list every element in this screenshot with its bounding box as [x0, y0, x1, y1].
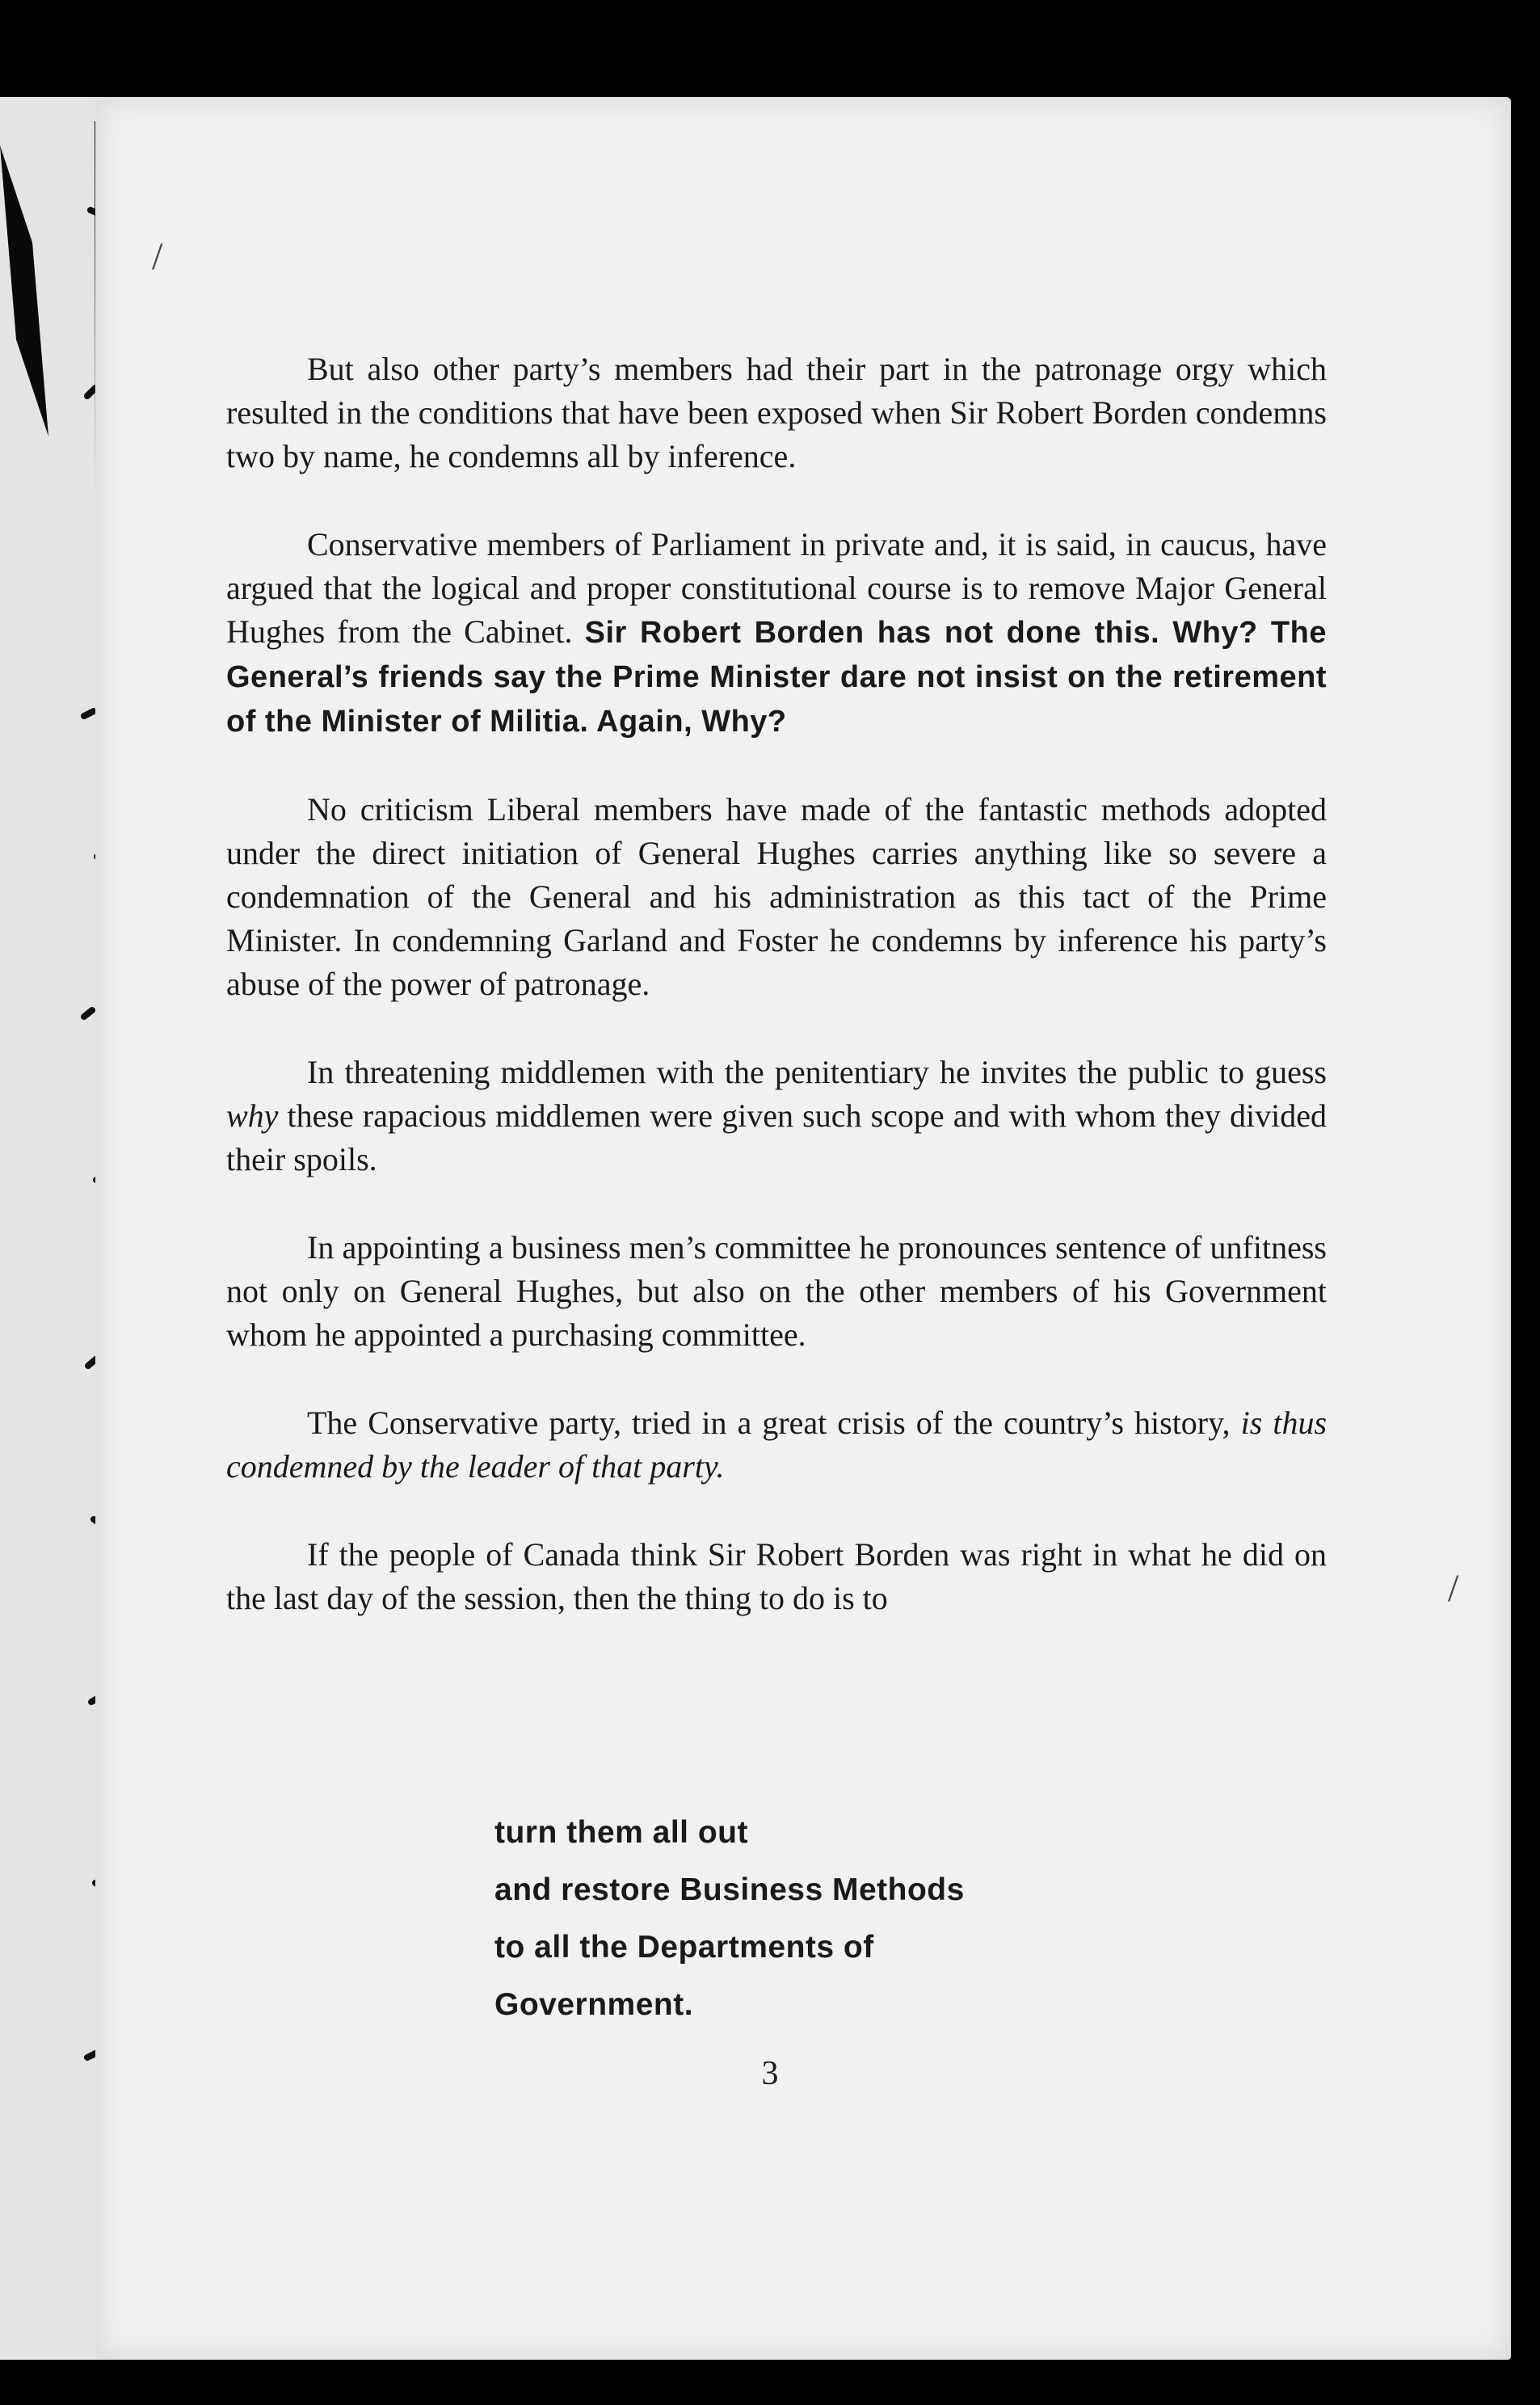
closing-line: to all the Departments of — [494, 1930, 874, 1965]
text-run: these rapacious middlemen were given such scope and with whom they divided their spoils. — [226, 1097, 1327, 1177]
text-run: The Conservative party, tried in a great crisis of the country’s history, — [307, 1405, 1241, 1441]
closing-line: Government. — [494, 1987, 694, 2022]
paragraph — [226, 1051, 1327, 1181]
closing-line: turn them all out — [494, 1815, 748, 1850]
bold-text-run: Sir Robert Borden has not done this. Why? The General’s friends say the Prime Minister dare not insist on the retirement of the Minister of Militia. Again, Why? — [226, 616, 1327, 739]
paragraph — [226, 347, 1327, 478]
italic-text-run: is thus condemned by the leader of that party. — [226, 1405, 1328, 1485]
closing-statement — [494, 1804, 965, 2033]
stray-mark: / — [152, 235, 163, 278]
page-number: 3 — [761, 2055, 779, 2092]
paragraph — [226, 1226, 1327, 1357]
text-run: In threatening middlemen with the penitentiary he invites the public to guess — [307, 1054, 1327, 1090]
paragraph — [226, 788, 1327, 1006]
paragraph — [226, 1533, 1327, 1620]
stray-mark: / — [1448, 1567, 1459, 1610]
text-run: Conservative members of Parliament in private and, it is said, in caucus, have argued that the logical and proper constitutional course is to remove Major General Hughes from the Cabinet. — [226, 526, 1327, 650]
paragraph — [226, 523, 1327, 743]
paragraph — [226, 1401, 1327, 1489]
closing-line: and restore Business Methods — [494, 1872, 965, 1907]
text-run: If the people of Canada think Sir Robert Borden was right in what he did on the last day of the session, then the thing to do is to — [226, 1536, 1327, 1616]
text-run: But also other party’s members had their part in the patronage orgy which resulted in the conditions that have been exposed when Sir Robert Borden condemns two by name, he condemns all by inference. — [226, 351, 1327, 474]
text-run: No criticism Liberal members have made of the fantastic methods adopted under the direct initiation of General Hughes carries anything like so severe a condemnation of the General and his administration as this tact of the Prime Minister. In condemning Garland and Foster he condemns by inference his party’s abuse of the power of patronage. — [226, 791, 1327, 1002]
text-run: In appointing a business men’s committee he pronounces sentence of unfitness not only on General Hughes, but also on the other members of his Government whom he appointed a purchasing committee. — [226, 1229, 1327, 1353]
body-text — [226, 347, 1327, 1620]
italic-text-run: why — [226, 1097, 279, 1134]
